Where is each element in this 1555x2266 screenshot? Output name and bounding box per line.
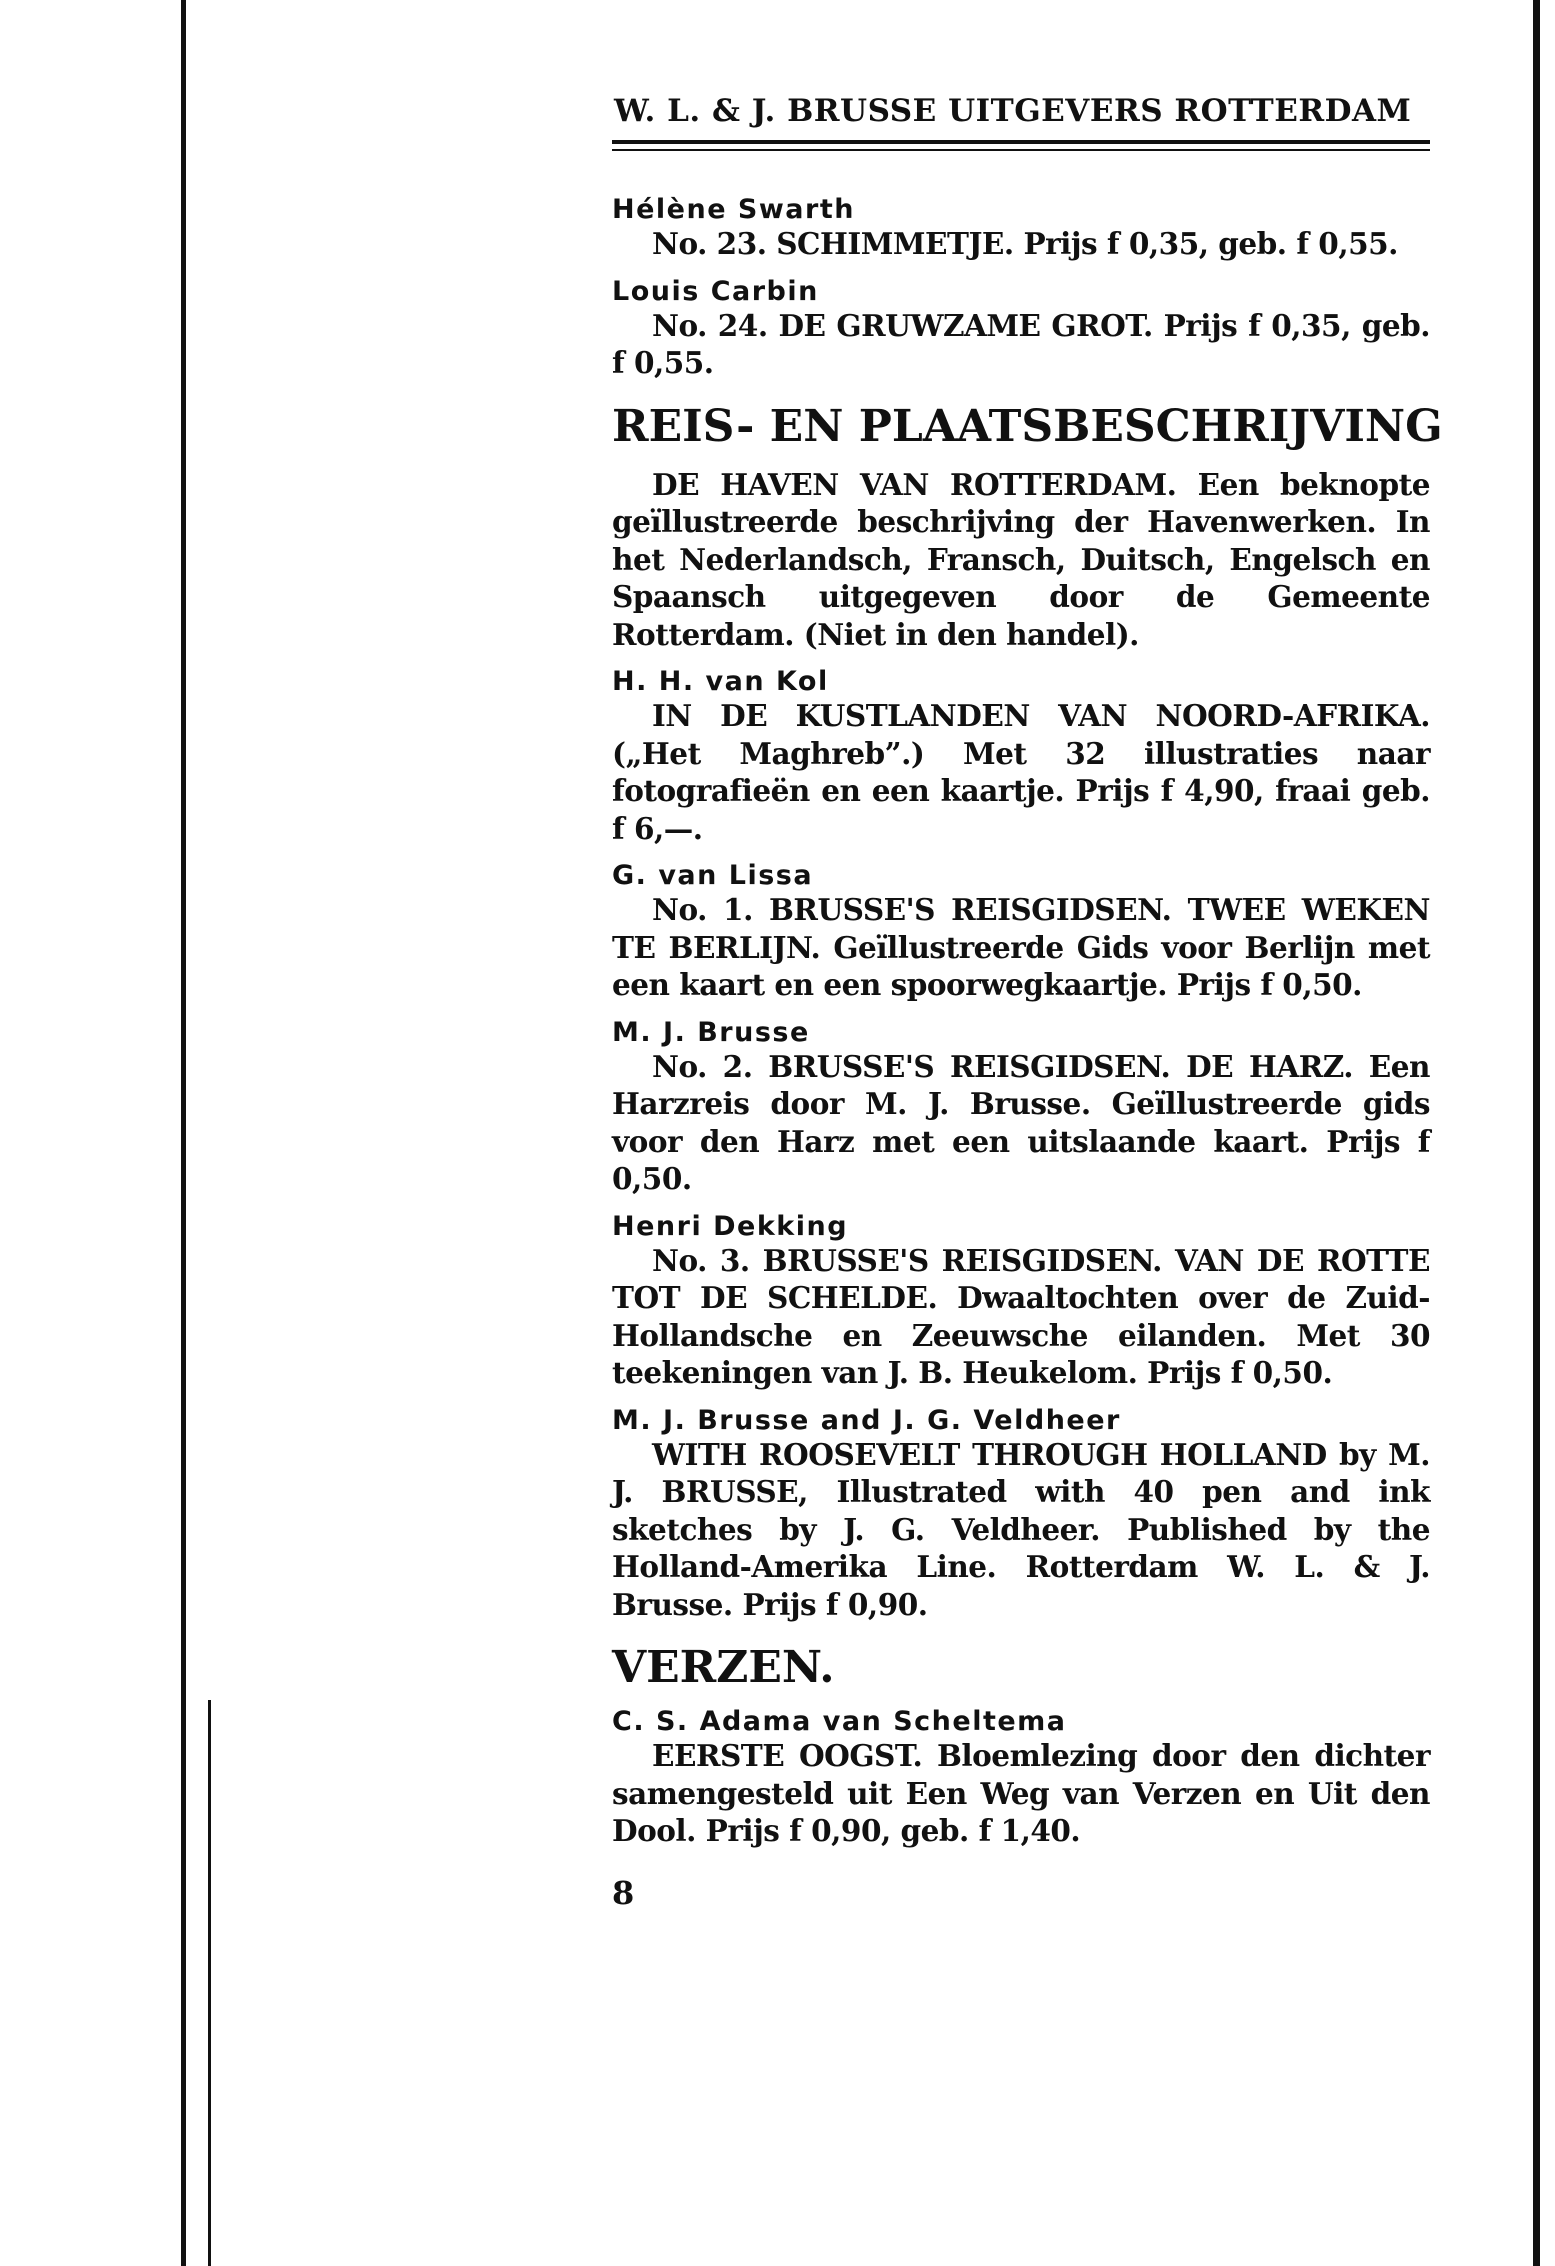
entry-author: H. H. van Kol — [612, 666, 829, 697]
scan-margin-line-left — [181, 0, 186, 2266]
entry-text: No. 3. BRUSSE'S REISGIDSEN. VAN DE ROTTE TOT DE SCHELDE. Dwaaltochten over de Zuid-Hollandsche en Zeeuwsche eilanden. Met 30 teekeningen van J. B. Heukelom. Prijs f 0,50. — [612, 1242, 1430, 1390]
entry-author: M. J. Brusse and J. G. Veldheer — [612, 1404, 1121, 1436]
entry-text: No. 2. BRUSSE'S REISGIDSEN. DE HARZ. Een Harzreis door M. J. Brusse. Geïllustreerde gids voor den Harz met een uitslaande kaart. Prijs f 0,50. — [612, 1048, 1430, 1196]
entry-van-lissa — [612, 861, 1430, 1004]
entry-text: EERSTE OOGST. Bloemlezing door den dichter samengesteld uit Een Weg van Verzen en Uit den Dool. Prijs f 0,90, geb. f 1,40. — [612, 1738, 1430, 1848]
entry-dekking — [612, 1212, 1430, 1392]
entry-text: IN DE KUSTLANDEN VAN NOORD-AFRIKA. („Het Maghreb”.) Met 32 illustraties naar fotografieën en een kaartje. Prijs f 4,90, fraai geb. f 6,—. — [612, 698, 1430, 846]
entry-author: Hélène Swarth — [612, 194, 855, 225]
entry-author: M. J. Brusse — [612, 1016, 810, 1048]
entry-text: No. 23. SCHIMMETJE. Prijs f 0,35, geb. f 0,55. — [652, 226, 1398, 261]
entry-author: Henri Dekking — [612, 1210, 849, 1242]
entry-swarth — [612, 195, 1430, 263]
section-heading-reis: REIS- EN PLAATSBESCHRIJVING — [612, 400, 1443, 452]
entry-brusse-veldheer — [612, 1406, 1430, 1624]
header-rule-thick — [612, 140, 1430, 144]
entry-text: No. 24. DE GRUWZAME GROT. Prijs f 0,35, geb. f 0,55. — [612, 307, 1430, 380]
scan-margin-line-right — [1533, 0, 1540, 2266]
catalogue-page — [612, 92, 1443, 1912]
scan-margin-line-left-inner — [208, 1700, 211, 2266]
entry-author: Louis Carbin — [612, 275, 819, 307]
entry-text: No. 1. BRUSSE'S REISGIDSEN. TWEE WEKEN TE BERLIJN. Geïllustreerde Gids voor Berlijn met een kaart en een spoorwegkaartje. Prijs f 0,50. — [612, 892, 1430, 1002]
section-heading-verzen: VERZEN. — [612, 1642, 835, 1693]
section-intro-haven: DE HAVEN VAN ROTTERDAM. Een beknopte geïllustreerde beschrijving der Havenwerken. In het Nederlandsch, Fransch, Duitsch, Engelsch en Spaansch uitgegeven door de Gemeente Rotterdam. (Niet in den handel). — [612, 466, 1430, 652]
entry-text: WITH ROOSEVELT THROUGH HOLLAND by M. J. BRUSSE, Illustrated with 40 pen and ink sketches by J. G. Veldheer. Published by the Holland-Amerika Line. Rotterdam W. L. & J. Brusse. Prijs f 0,90. — [612, 1436, 1430, 1622]
entry-brusse — [612, 1018, 1430, 1198]
entry-carbin — [612, 277, 1430, 382]
running-head: W. L. & J. BRUSSE UITGEVERS ROTTERDAM — [614, 93, 1412, 129]
page-number: 8 — [612, 1873, 635, 1912]
entry-author: G. van Lissa — [612, 860, 814, 891]
entry-author: C. S. Adama van Scheltema — [612, 1706, 1067, 1737]
entry-van-kol — [612, 667, 1430, 847]
entry-scheltema — [612, 1707, 1430, 1850]
